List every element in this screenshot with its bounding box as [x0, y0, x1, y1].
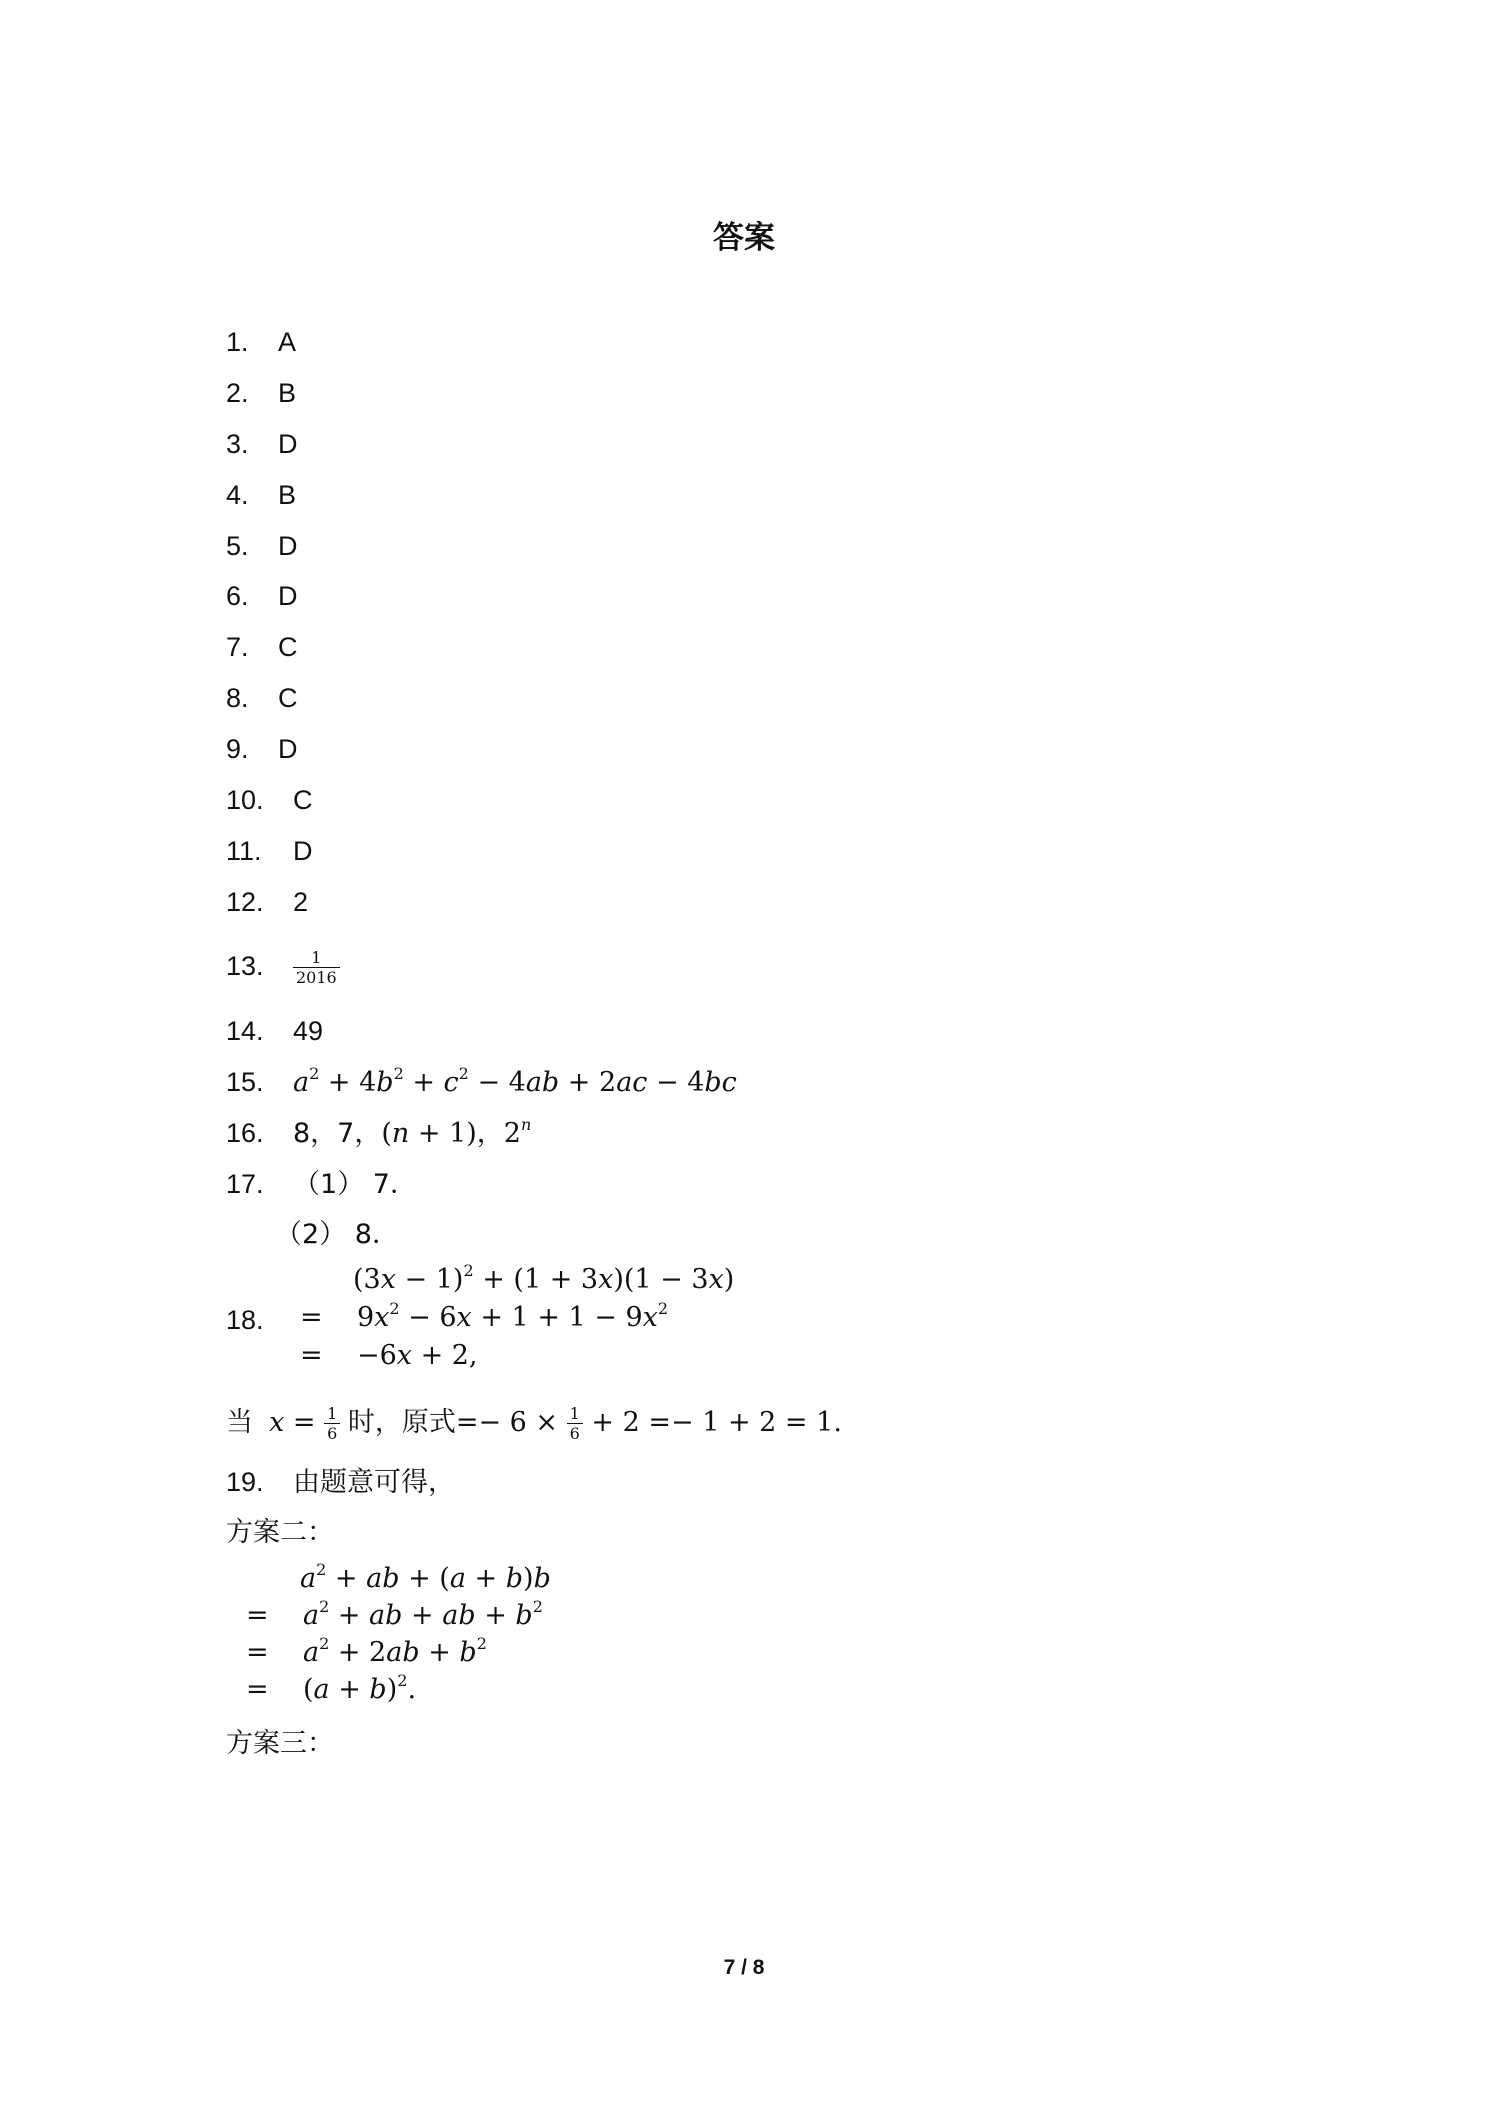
math-expression: = $a^2$ + ab + ab + $b^2$	[246, 1597, 543, 1631]
item-answer: B	[278, 378, 297, 408]
math-expression: = $9x^2 - 6x + 1 + 1 - 9x^2$	[300, 1299, 669, 1333]
page-title: 答案	[713, 220, 775, 255]
item-number: 9.	[226, 734, 249, 764]
math-expression: = $a^2 + 2ab + b^2$	[246, 1634, 487, 1668]
list-item	[226, 678, 298, 718]
item-number: 3.	[226, 429, 249, 459]
item-number: 18.	[226, 1305, 264, 1335]
item-number: 6.	[226, 581, 249, 611]
math-expression: 2$^n$	[503, 1115, 532, 1149]
text-when: 当	[226, 1407, 253, 1438]
item-answer: 49	[293, 1016, 324, 1046]
item-number: 8.	[226, 683, 249, 713]
list-item	[226, 1402, 842, 1442]
list-item	[226, 373, 296, 413]
item-number: 16.	[226, 1118, 264, 1148]
item-answer: D	[293, 836, 313, 866]
item-number: 15.	[226, 1067, 264, 1097]
list-item	[226, 526, 298, 566]
math-expression: =− 6 ×	[455, 1407, 567, 1438]
item-number: 17.	[226, 1169, 264, 1199]
math-expression: = −6x + 2,	[300, 1340, 478, 1371]
item-answer: B	[278, 480, 297, 510]
fraction: $\frac{1}{2016}$	[293, 948, 340, 987]
math-expression: x =	[269, 1407, 325, 1438]
item-answer: 由题意可得，	[293, 1467, 455, 1498]
plan-heading: 方案三：	[226, 1728, 334, 1759]
item-answer: C	[278, 683, 298, 713]
list-item	[226, 831, 313, 871]
page-number: 7 / 8	[723, 1956, 765, 1979]
list-item	[226, 322, 296, 362]
item-answer: A	[278, 327, 297, 357]
item-answer: C	[293, 785, 313, 815]
math-expression: (n + 1)	[381, 1118, 477, 1149]
fraction: $\frac{1}{6}$	[324, 1404, 340, 1443]
list-item: （2） 8．	[275, 1219, 399, 1250]
list-item	[226, 780, 313, 820]
list-item	[226, 729, 298, 769]
item-number: 7.	[226, 632, 249, 662]
math-expression: $(3x - 1)^2 + (1 + 3x)(1 - 3x)$	[353, 1261, 735, 1295]
math-expression: $a^2 + 4b^2 + c^2 - 4ab + 2ac - 4bc$	[293, 1064, 737, 1098]
item-answer: 2	[293, 887, 309, 917]
list-item	[226, 946, 340, 986]
math-expression: = $(a + b)^2$.	[246, 1671, 417, 1705]
item-number: 13.	[226, 951, 264, 981]
item-answer: D	[278, 734, 298, 764]
item-answer: 8，7，	[293, 1118, 382, 1149]
item-answer: （1） 7．	[293, 1169, 417, 1200]
item-number: 14.	[226, 1016, 264, 1046]
math-expression: $a^2$ + ab + (a + b)b	[300, 1560, 551, 1594]
fraction: $\frac{1}{6}$	[567, 1404, 583, 1443]
list-item	[226, 627, 298, 667]
list-item	[226, 424, 298, 464]
comma: ，	[476, 1118, 504, 1149]
list-item	[226, 1062, 737, 1102]
item-number: 4.	[226, 480, 249, 510]
item-number: 1.	[226, 327, 249, 357]
list-item	[226, 1462, 455, 1502]
math-expression: + 2 =− 1 + 2 = 1.	[582, 1407, 842, 1438]
list-item	[226, 475, 296, 515]
list-item	[226, 1011, 323, 1051]
text-result: 时，原式	[347, 1407, 456, 1438]
item-answer: D	[278, 531, 298, 561]
item-number: 5.	[226, 531, 249, 561]
list-item	[226, 882, 308, 922]
item-number: 11.	[226, 836, 262, 866]
item-answer: D	[278, 581, 298, 611]
list-item	[226, 576, 298, 616]
item-number: 10.	[226, 785, 264, 815]
plan-heading: 方案二：	[226, 1517, 334, 1548]
list-item	[226, 1113, 531, 1153]
item-answer: D	[278, 429, 298, 459]
item-answer: C	[278, 632, 298, 662]
list-item	[226, 1164, 417, 1204]
item-number: 2.	[226, 378, 249, 408]
item-number: 12.	[226, 887, 264, 917]
item-number: 19.	[226, 1467, 264, 1497]
